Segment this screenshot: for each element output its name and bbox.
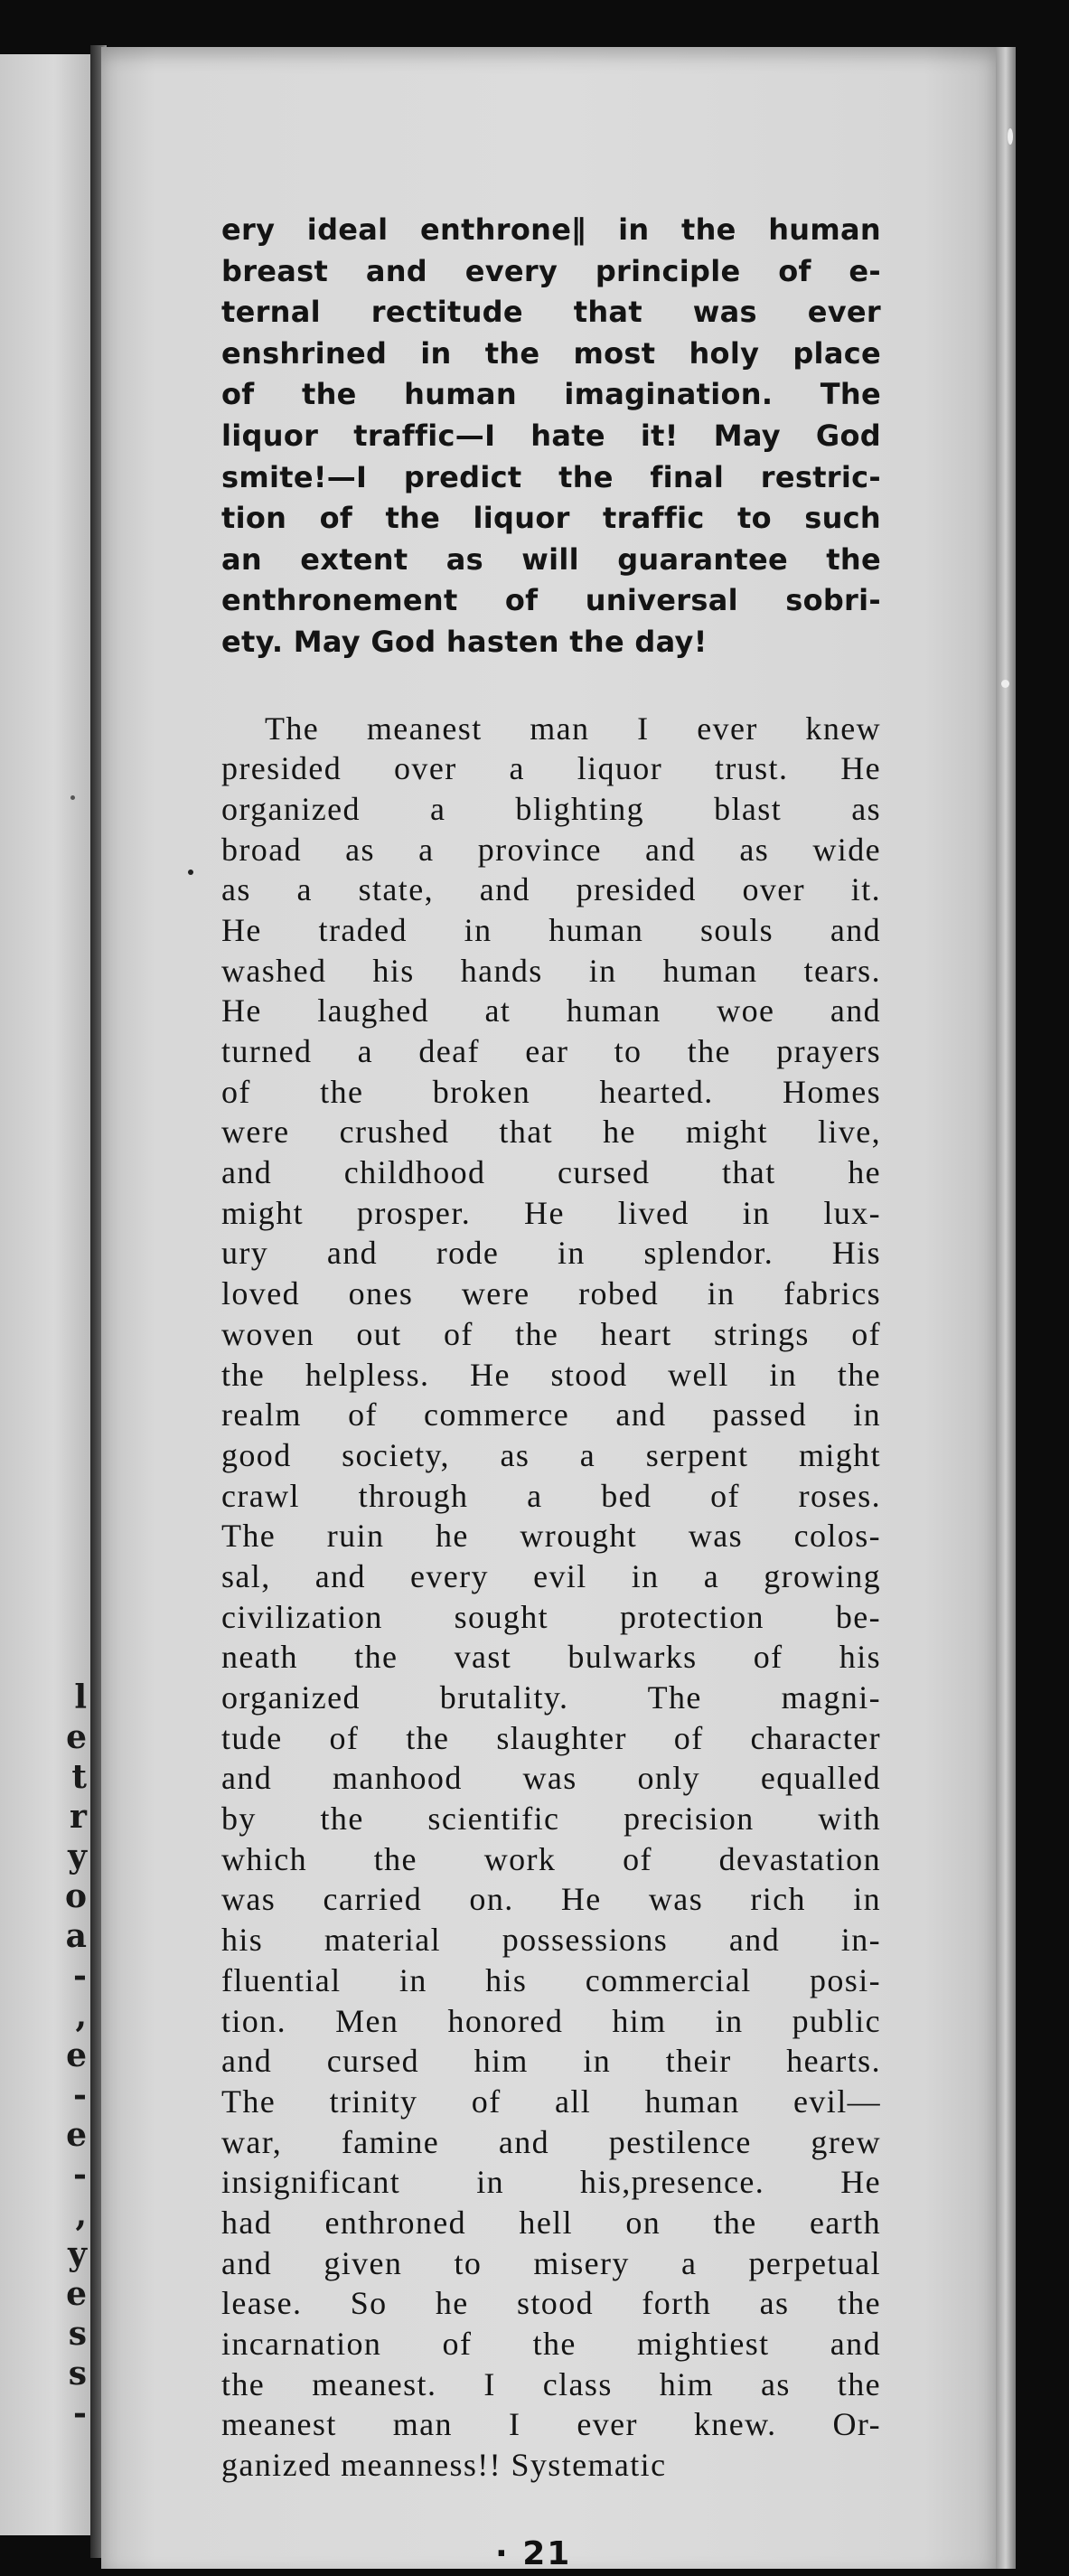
text-column — [221, 210, 881, 2486]
text-line: fluential in his commercial posi- — [221, 1961, 881, 1998]
text-line: broad as a province and as wide — [221, 831, 881, 868]
text-line: loved ones were robed in fabrics — [221, 1275, 881, 1312]
left-page-fragment: t — [71, 1758, 87, 1796]
text-line: woven out of the heart strings of — [221, 1315, 881, 1352]
text-line: turned a deaf ear to the prayers — [221, 1033, 881, 1070]
text-line: lease. So he stood forth as the — [221, 2285, 881, 2322]
text-line: ety. May God hasten the day! — [221, 624, 708, 659]
text-line: might prosper. He lived in lux- — [221, 1194, 881, 1231]
paper-speck — [1001, 680, 1009, 688]
text-line: tude of the slaughter of character — [221, 1719, 881, 1756]
text-line: and manhood was only equalled — [221, 1760, 881, 1797]
text-line: war, famine and pestilence grew — [221, 2123, 881, 2160]
left-page-fragment: o — [64, 1877, 87, 1915]
text-line: neath the vast bulwarks of his — [221, 1639, 881, 1676]
left-page-fragment: , — [75, 1997, 87, 2035]
text-line: organized brutality. The magni- — [221, 1679, 881, 1716]
text-line: an extent as will guarantee the — [221, 541, 881, 577]
left-page-fragment: - — [73, 2076, 87, 2114]
text-line: ery ideal enthrone∥ in the human — [221, 212, 881, 247]
text-line: of the human imagination. The — [221, 377, 881, 412]
text-line: presided over a liquor trust. He — [221, 750, 881, 787]
left-page-fragment: r — [70, 1798, 87, 1836]
text-line: realm of commerce and passed in — [221, 1396, 881, 1434]
left-page-fragment: - — [73, 1957, 87, 1995]
text-line: crawl through a bed of roses. — [221, 1477, 881, 1514]
text-line: He traded in human souls and — [221, 911, 881, 948]
left-page-fragment: e — [66, 2116, 87, 2154]
left-page-fragment: y — [68, 2235, 87, 2273]
text-line: and cursed him in their hearts. — [221, 2043, 881, 2080]
left-page-fragment: e — [66, 2036, 87, 2074]
text-line: ternal rectitude that was ever — [221, 295, 881, 330]
text-line: tion. Men honored him in public — [221, 2002, 881, 2039]
text-line: and given to misery a perpetual — [221, 2244, 881, 2281]
left-page-fragment: l — [74, 1678, 87, 1716]
left-page-fragment: - — [73, 2156, 87, 2194]
text-line: The trinity of all human evil— — [221, 2082, 881, 2120]
paper-speck — [70, 795, 75, 800]
text-line: tion of the liquor traffic to such — [221, 501, 881, 536]
text-line: was carried on. He was rich in — [221, 1881, 881, 1918]
left-page-fragment: e — [66, 2275, 87, 2313]
text-line: which the work of devastation — [221, 1840, 881, 1877]
text-line: He laughed at human woe and — [221, 992, 881, 1029]
paragraph-2 — [221, 709, 881, 2486]
text-line: sal, and every evil in a growing — [221, 1557, 881, 1594]
text-line: ury and rode in splendor. His — [221, 1235, 881, 1272]
left-page-fragment: a — [65, 1917, 87, 1955]
text-line: washed his hands in human tears. — [221, 952, 881, 989]
page-number: · 21 — [495, 2535, 572, 2572]
paper-speck — [1008, 128, 1013, 145]
text-line: enthronement of universal sobri- — [221, 583, 881, 618]
text-line: civilization sought protection be- — [221, 1598, 881, 1635]
text-line: organized a blighting blast as — [221, 790, 881, 827]
text-line: and childhood cursed that he — [221, 1154, 881, 1191]
paragraph-1 — [221, 210, 881, 663]
left-page-fragment: e — [66, 1718, 87, 1756]
text-line: were crushed that he might live, — [221, 1114, 881, 1151]
paper-speck — [188, 870, 193, 875]
text-line: The meanest man I ever knew — [265, 710, 881, 747]
text-line: by the scientific precision with — [221, 1800, 881, 1838]
text-line: as a state, and presided over it. — [221, 871, 881, 908]
text-line: liquor traffic—I hate it! May God — [221, 418, 881, 453]
left-page-fragment: , — [75, 2195, 87, 2233]
left-page-fragment: s — [68, 2315, 87, 2353]
text-line: insignificant in his,presence. He — [221, 2164, 881, 2201]
text-line: enshrined in the most holy place — [221, 335, 881, 371]
text-line: ganized meanness!! Systematic — [221, 2447, 667, 2484]
left-page-fragment: s — [68, 2355, 87, 2393]
text-line: smite!—I predict the final restric- — [221, 459, 881, 494]
text-line: good society, as a serpent might — [221, 1436, 881, 1473]
text-line: incarnation of the mightiest and — [221, 2326, 881, 2363]
text-line: breast and every principle of e- — [221, 253, 881, 288]
text-line: of the broken hearted. Homes — [221, 1073, 881, 1110]
left-page-fragment: - — [73, 2394, 87, 2432]
text-line: his material possessions and in- — [221, 1922, 881, 1959]
text-line: the meanest. I class him as the — [221, 2365, 881, 2402]
text-line: had enthroned hell on the earth — [221, 2204, 881, 2241]
page-right-edge — [996, 47, 1016, 2569]
adjacent-page-edge — [0, 54, 90, 2535]
left-page-fragment: y — [68, 1838, 87, 1876]
text-line: the helpless. He stood well in the — [221, 1356, 881, 1393]
text-line: meanest man I ever knew. Or- — [221, 2406, 881, 2443]
text-line: The ruin he wrought was colos- — [221, 1518, 881, 1555]
